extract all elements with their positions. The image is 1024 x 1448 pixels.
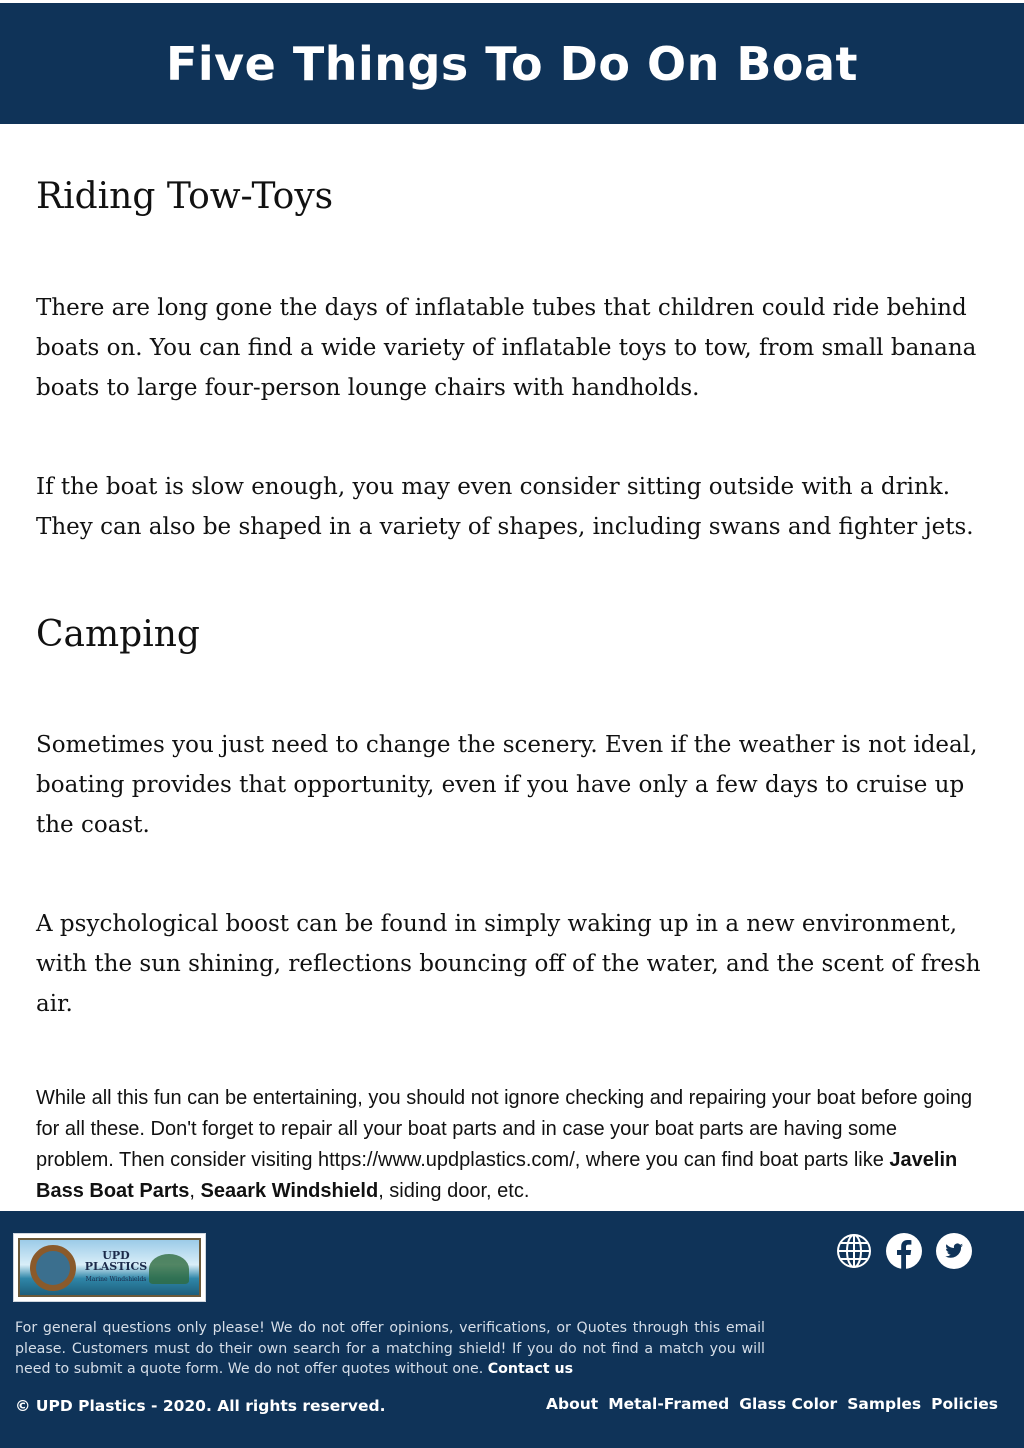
- contact-us-link[interactable]: Contact us: [487, 1361, 574, 1377]
- paragraph: A psychological boost can be found in simply waking up in a new environment, with the sun shining, reflections bouncing off of the water, and the scent of fresh air.: [36, 911, 981, 1017]
- page-footer: [0, 1211, 1024, 1448]
- nav-link-metal-framed[interactable]: Metal-Framed: [608, 1395, 730, 1413]
- logo-wordmark: [82, 1250, 150, 1272]
- footer-nav: [546, 1395, 998, 1413]
- nav-link-glass-color[interactable]: Glass Color: [739, 1395, 838, 1413]
- paragraph: If the boat is slow enough, you may even consider sitting outside with a drink. They can also be shaped in a variety of shapes, including swans and fighter jets.: [36, 474, 974, 540]
- logo-line-2: PLASTICS: [84, 1260, 148, 1273]
- company-logo[interactable]: [13, 1233, 206, 1302]
- nav-link-samples[interactable]: Samples: [847, 1395, 922, 1413]
- javelin-parts-link[interactable]: Javelin Bass Boat Parts: [36, 1149, 958, 1202]
- page-header: [0, 3, 1024, 124]
- closing-text: While all this fun can be entertaining, you should not ignore checking and repairing your boat before going for all these. Don't forget to repair all your boat parts and in case your boat parts are having some problem. Then consider visiting https://www.updplastics.com/, where you can find boat parts like: [36, 1087, 973, 1171]
- separator: ,: [189, 1180, 201, 1202]
- disclaimer-body: For general questions only please! We do not offer opinions, verifications, or Quotes through this email please. Customers must do their own search for a matching shield! If you do not find a match you will need to submit a quote form. We do not offer quotes without one.: [15, 1320, 765, 1377]
- closing-paragraph: [36, 1083, 976, 1207]
- disclaimer-text: [15, 1318, 765, 1380]
- tree-icon: [149, 1254, 189, 1284]
- globe-icon[interactable]: [836, 1233, 872, 1269]
- social-icons: [836, 1233, 972, 1269]
- logo-image: [18, 1238, 201, 1297]
- section-title-riding: Riding Tow-Toys: [36, 176, 334, 217]
- logo-tagline: Marine Windshields: [85, 1276, 147, 1283]
- closing-text-end: , siding door, etc.: [378, 1180, 530, 1202]
- nav-link-policies[interactable]: Policies: [931, 1395, 998, 1413]
- twitter-icon[interactable]: [936, 1233, 972, 1269]
- page-title: Five Things To Do On Boat: [165, 36, 859, 91]
- seaark-windshield-link[interactable]: Seaark Windshield: [200, 1180, 379, 1202]
- section-title-camping: Camping: [36, 614, 200, 655]
- paragraph: There are long gone the days of inflatable tubes that children could ride behind boats on. You can find a wide variety of inflatable toys to tow, from small banana boats to large four-person lounge chairs with handholds.: [36, 295, 977, 401]
- life-ring-icon: [30, 1245, 76, 1291]
- nav-link-about[interactable]: About: [546, 1395, 599, 1413]
- paragraph: Sometimes you just need to change the scenery. Even if the weather is not ideal, boating provides that opportunity, even if you have only a few days to cruise up the coast.: [36, 732, 978, 838]
- logo-line-1: UPD: [102, 1249, 130, 1262]
- copyright-text: © UPD Plastics - 2020. All rights reserved.: [15, 1397, 386, 1415]
- facebook-icon[interactable]: [886, 1233, 922, 1269]
